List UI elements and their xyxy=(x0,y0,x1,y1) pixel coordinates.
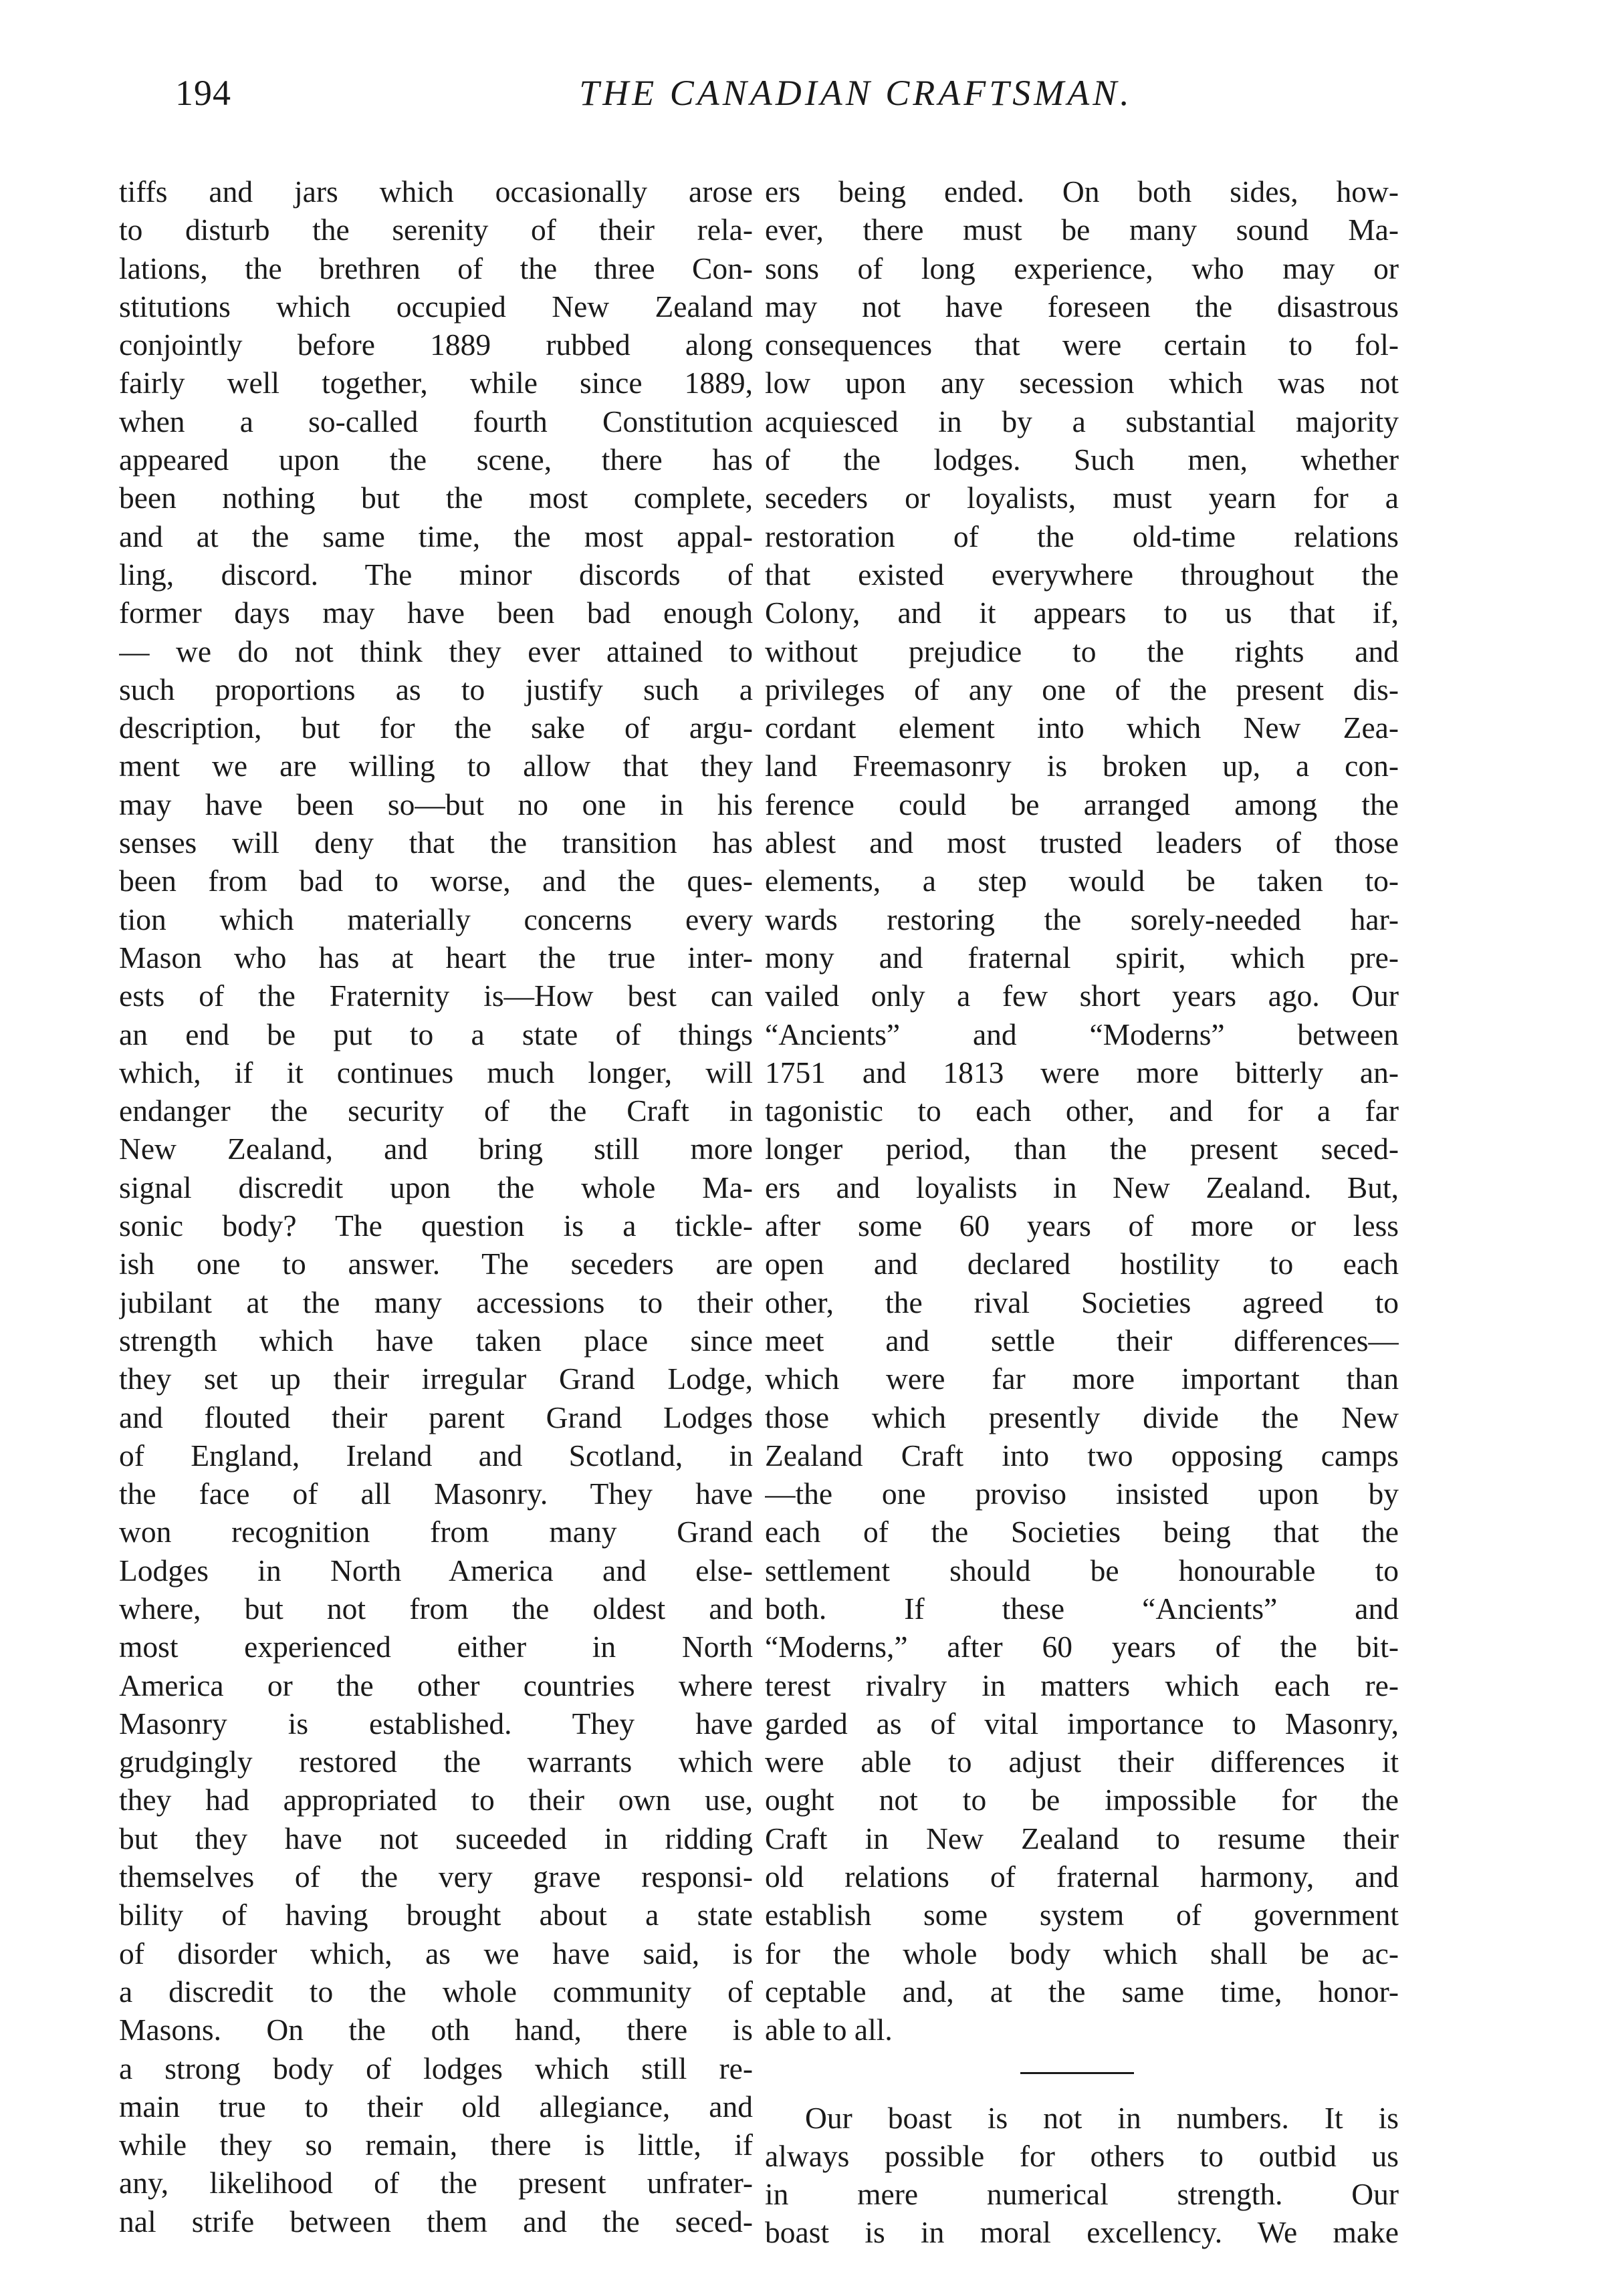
text-line: —the one proviso insisted upon by xyxy=(765,1477,1399,1511)
text-line: stitutions which occupied New Zealand xyxy=(119,289,753,324)
text-line: cordant element into which New Zea- xyxy=(765,711,1399,745)
text-line: land Freemasonry is broken up, a con- xyxy=(765,749,1399,783)
text-line: where, but not from the oldest and xyxy=(119,1591,753,1626)
text-line: ference could be arranged among the xyxy=(765,787,1399,821)
text-line: which, if it continues much longer, will xyxy=(119,1055,753,1090)
paragraph-secession xyxy=(765,172,1399,2049)
text-line: for the whole body which shall be ac- xyxy=(765,1936,1399,1970)
text-line: ish one to answer. The seceders are xyxy=(119,1247,753,1281)
text-line: appeared upon the scene, there has xyxy=(119,442,753,477)
text-line: grudgingly restored the warrants which xyxy=(119,1745,753,1779)
text-line: seceders or loyalists, must yearn for a xyxy=(765,481,1399,515)
text-line: won recognition from many Grand xyxy=(119,1515,753,1549)
right-column xyxy=(765,172,1399,2252)
text-line: former days may have been bad enough xyxy=(119,596,753,630)
text-line: tion which materially concerns every xyxy=(119,902,753,936)
text-line: which were far more important than xyxy=(765,1362,1399,1396)
text-line: garded as of vital importance to Masonry, xyxy=(765,1706,1399,1741)
text-line: Colony, and it appears to us that if, xyxy=(765,596,1399,630)
text-line: after some 60 years of more or less xyxy=(765,1208,1399,1243)
left-column xyxy=(119,172,753,2241)
text-line: to disturb the serenity of their rela- xyxy=(119,213,753,247)
text-line: tagonistic to each other, and for a far xyxy=(765,1094,1399,1128)
text-line: but they have not suceeded in ridding xyxy=(119,1821,753,1856)
text-line: 1751 and 1813 were more bitterly an- xyxy=(765,1055,1399,1090)
text-line: may not have foreseen the disastrous xyxy=(765,289,1399,324)
text-line: ers and loyalists in New Zealand. But, xyxy=(765,1170,1399,1204)
text-line: and flouted their parent Grand Lodges xyxy=(119,1400,753,1434)
text-line: restoration of the old-time relations xyxy=(765,519,1399,553)
text-line: ment we are willing to allow that they xyxy=(119,749,753,783)
running-head: THE CANADIAN CRAFTSMAN. xyxy=(579,73,1133,113)
text-line: Masonry is established. They have xyxy=(119,1706,753,1741)
text-line: privileges of any one of the present dis- xyxy=(765,672,1399,707)
section-break xyxy=(765,2049,1399,2099)
text-line: meet and settle their differences— xyxy=(765,1323,1399,1358)
text-line: sonic body? The question is a tickle- xyxy=(119,1208,753,1243)
text-line: of the lodges. Such men, whether xyxy=(765,442,1399,477)
text-line: conjointly before 1889 rubbed along xyxy=(119,328,753,362)
text-line: Masons. On the oth hand, there is xyxy=(119,2013,753,2047)
text-line: description, but for the sake of argu- xyxy=(119,711,753,745)
paragraph-moral-excellency xyxy=(765,2099,1399,2252)
text-line: that existed everywhere throughout the xyxy=(765,557,1399,592)
text-line: in mere numerical strength. Our xyxy=(765,2177,1399,2212)
text-line: ests of the Fraternity is—How best can xyxy=(119,979,753,1013)
page-number: 194 xyxy=(175,73,231,113)
text-line: senses will deny that the transition has xyxy=(119,825,753,860)
text-line: a strong body of lodges which still re- xyxy=(119,2051,753,2085)
text-line: settlement should be honourable to xyxy=(765,1553,1399,1587)
text-line: Craft in New Zealand to resume their xyxy=(765,1821,1399,1856)
text-line: nal strife between them and the seced- xyxy=(119,2204,753,2239)
text-line: sons of long experience, who may or xyxy=(765,251,1399,285)
text-line: Mason who has at heart the true inter- xyxy=(119,940,753,975)
text-line: main true to their old allegiance, and xyxy=(119,2089,753,2124)
text-line: mony and fraternal spirit, which pre- xyxy=(765,940,1399,975)
text-line: been from bad to worse, and the ques- xyxy=(119,864,753,898)
text-line: Our boast is not in numbers. It is xyxy=(805,2100,1399,2135)
text-line: and at the same time, the most appal- xyxy=(119,519,753,553)
text-line: they had appropriated to their own use, xyxy=(119,1783,753,1817)
text-line: Lodges in North America and else- xyxy=(119,1553,753,1587)
text-line: low upon any secession which was not xyxy=(765,366,1399,400)
text-line: terest rivalry in matters which each re- xyxy=(765,1668,1399,1702)
text-line: always possible for others to outbid us xyxy=(765,2138,1399,2173)
text-line: those which presently divide the New xyxy=(765,1400,1399,1434)
text-line: both. If these “Ancients” and xyxy=(765,1591,1399,1626)
text-line: been nothing but the most complete, xyxy=(119,481,753,515)
text-line: strength which have taken place since xyxy=(119,1323,753,1358)
text-line: a discredit to the whole community of xyxy=(119,1974,753,2009)
text-line: tiffs and jars which occasionally arose xyxy=(119,174,753,209)
text-line: may have been so—but no one in his xyxy=(119,787,753,821)
text-line: lations, the brethren of the three Con- xyxy=(119,251,753,285)
text-line: fairly well together, while since 1889, xyxy=(119,366,753,400)
text-line: jubilant at the many accessions to their xyxy=(119,1285,753,1319)
text-line: longer period, than the present seced- xyxy=(765,1132,1399,1166)
text-line: endanger the security of the Craft in xyxy=(119,1094,753,1128)
text-line: without prejudice to the rights and xyxy=(765,634,1399,668)
text-line: other, the rival Societies agreed to xyxy=(765,1285,1399,1319)
text-line: ought not to be impossible for the xyxy=(765,1783,1399,1817)
text-line: acquiesced in by a substantial majority xyxy=(765,404,1399,438)
text-line: signal discredit upon the whole Ma- xyxy=(119,1170,753,1204)
text-line: Zealand Craft into two opposing camps xyxy=(765,1438,1399,1473)
text-line: ever, there must be many sound Ma- xyxy=(765,213,1399,247)
text-line: elements, a step would be taken to- xyxy=(765,864,1399,898)
text-line: vailed only a few short years ago. Our xyxy=(765,979,1399,1013)
text-line: open and declared hostility to each xyxy=(765,1247,1399,1281)
text-line: were able to adjust their differences it xyxy=(765,1745,1399,1779)
text-line: when a so-called fourth Constitution xyxy=(119,404,753,438)
text-line: boast is in moral excellency. We make xyxy=(765,2215,1399,2250)
text-line: any, likelihood of the present unfrater- xyxy=(119,2166,753,2200)
text-line: the face of all Masonry. They have xyxy=(119,1477,753,1511)
text-line: themselves of the very grave responsi- xyxy=(119,1860,753,1894)
text-line: ling, discord. The minor discords of xyxy=(119,557,753,592)
text-line: ers being ended. On both sides, how- xyxy=(765,174,1399,209)
text-line: America or the other countries where xyxy=(119,1668,753,1702)
section-rule xyxy=(1020,2072,1134,2074)
text-line: of England, Ireland and Scotland, in xyxy=(119,1438,753,1473)
text-line: they set up their irregular Grand Lodge, xyxy=(119,1362,753,1396)
text-line: “Moderns,” after 60 years of the bit- xyxy=(765,1630,1399,1664)
text-line: of disorder which, as we have said, is xyxy=(119,1936,753,1970)
text-line: most experienced either in North xyxy=(119,1630,753,1664)
text-line: “Ancients” and “Moderns” between xyxy=(765,1017,1399,1051)
text-line: New Zealand, and bring still more xyxy=(119,1132,753,1166)
text-line: bility of having brought about a state xyxy=(119,1898,753,1932)
text-line: ablest and most trusted leaders of those xyxy=(765,825,1399,860)
text-line: consequences that were certain to fol- xyxy=(765,328,1399,362)
text-line: while they so remain, there is little, if xyxy=(119,2128,753,2162)
text-line: — we do not think they ever attained to xyxy=(119,634,753,668)
text-line: old relations of fraternal harmony, and xyxy=(765,1860,1399,1894)
text-line: establish some system of government xyxy=(765,1898,1399,1932)
text-line: each of the Societies being that the xyxy=(765,1515,1399,1549)
text-line: able to all. xyxy=(765,2013,893,2047)
text-line: an end be put to a state of things xyxy=(119,1017,753,1051)
text-line: such proportions as to justify such a xyxy=(119,672,753,707)
text-line: ceptable and, at the same time, honor- xyxy=(765,1974,1399,2009)
text-line: wards restoring the sorely-needed har- xyxy=(765,902,1399,936)
